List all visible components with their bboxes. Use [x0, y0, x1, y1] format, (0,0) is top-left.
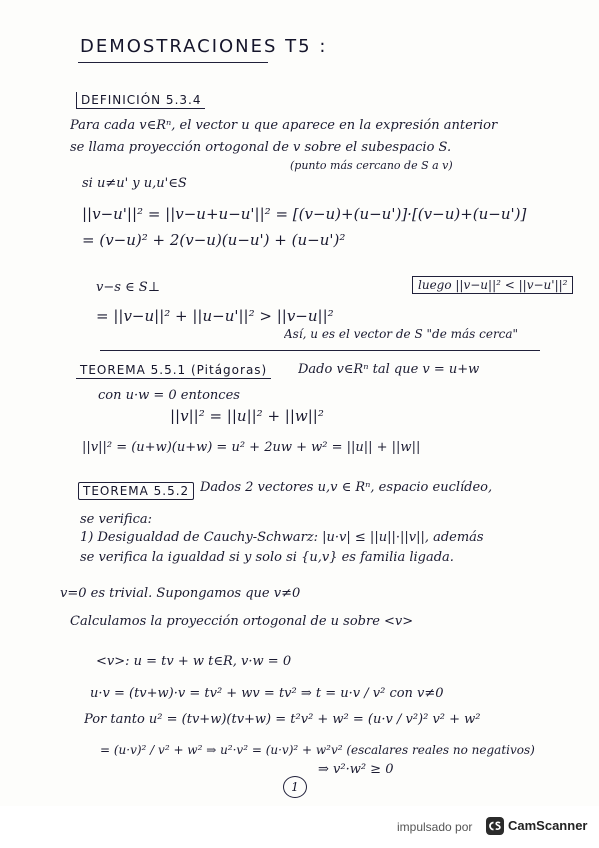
- scanner-footer: [0, 806, 599, 848]
- theorem2-line: 1) Desigualdad de Cauchy-Schwarz: |u·v| ≤ ||u||·||v||, además: [80, 530, 484, 545]
- theorem1-line: ||v||² = (u+w)(u+w) = u² + 2uw + w² = ||u|| + ||w||: [82, 440, 421, 455]
- theorem2-line: ⇒ v²·w² ≥ 0: [318, 762, 394, 777]
- theorem1-line: Dado v∈Rⁿ tal que v = u+w: [298, 362, 480, 377]
- theorem2-line: u·v = (tv+w)·v = tv² + wv = tv² ⇒ t = u·v / v² con v≠0: [90, 686, 444, 701]
- page-number: 1: [283, 776, 307, 798]
- powered-by-text: impulsado por: [397, 820, 473, 834]
- page-title: DEMOSTRACIONES T5 :: [80, 36, 328, 57]
- section-divider: [100, 350, 540, 351]
- theorem2-line: se verifica la igualdad si y solo si {u,v} es familia ligada.: [80, 550, 454, 565]
- theorem2-line: se verifica:: [80, 512, 152, 527]
- definition-line: = (v−u)² + 2(v−u)(u−u') + (u−u')²: [82, 232, 346, 248]
- theorem2-label: TEOREMA 5.5.2: [78, 482, 194, 500]
- theorem1-label: TEOREMA 5.5.1 (Pitágoras): [76, 362, 271, 379]
- definition-line: se llama proyección ortogonal de v sobre el subespacio S.: [70, 140, 452, 155]
- theorem2-line: <v>: u = tv + w t∈R, v·w = 0: [96, 654, 292, 669]
- title-underline: [78, 62, 268, 63]
- theorem2-line: v=0 es trivial. Supongamos que v≠0: [60, 586, 301, 601]
- definition-line: Para cada v∈Rⁿ, el vector u que aparece en la expresión anterior: [70, 118, 498, 133]
- definition-label: DEFINICIÓN 5.3.4: [76, 92, 205, 109]
- definition-line: v−s ∈ S⊥: [96, 280, 160, 295]
- definition-line: Así, u es el vector de S "de más cerca": [284, 327, 519, 341]
- boxed-formula: luego ||v−u||² < ||v−u'||²: [412, 276, 573, 294]
- camscanner-brand: CamScanner: [508, 818, 588, 833]
- theorem1-line: ||v||² = ||u||² + ||w||²: [170, 408, 324, 424]
- theorem2-line: = (u·v)² / v² + w² ⇒ u²·v² = (u·v)² + w²v² (escalares reales no negativos): [100, 743, 535, 757]
- theorem1-line: con u·w = 0 entonces: [98, 388, 240, 403]
- theorem2-line: Dados 2 vectores u,v ∈ Rⁿ, espacio euclídeo,: [200, 480, 493, 495]
- theorem2-line: Calculamos la proyección ortogonal de u sobre <v>: [70, 614, 414, 629]
- camscanner-logo-icon: [486, 817, 504, 835]
- definition-line: = ||v−u||² + ||u−u'||² > ||v−u||²: [96, 308, 334, 324]
- theorem2-line: Por tanto u² = (tv+w)(tv+w) = t²v² + w² = (u·v / v²)² v² + w²: [84, 712, 481, 727]
- definition-line: ||v−u'||² = ||v−u+u−u'||² = [(v−u)+(u−u')]·[(v−u)+(u−u')]: [82, 206, 527, 222]
- definition-line: (punto más cercano de S a v): [290, 159, 453, 172]
- definition-line: si u≠u' y u,u'∈S: [82, 176, 187, 191]
